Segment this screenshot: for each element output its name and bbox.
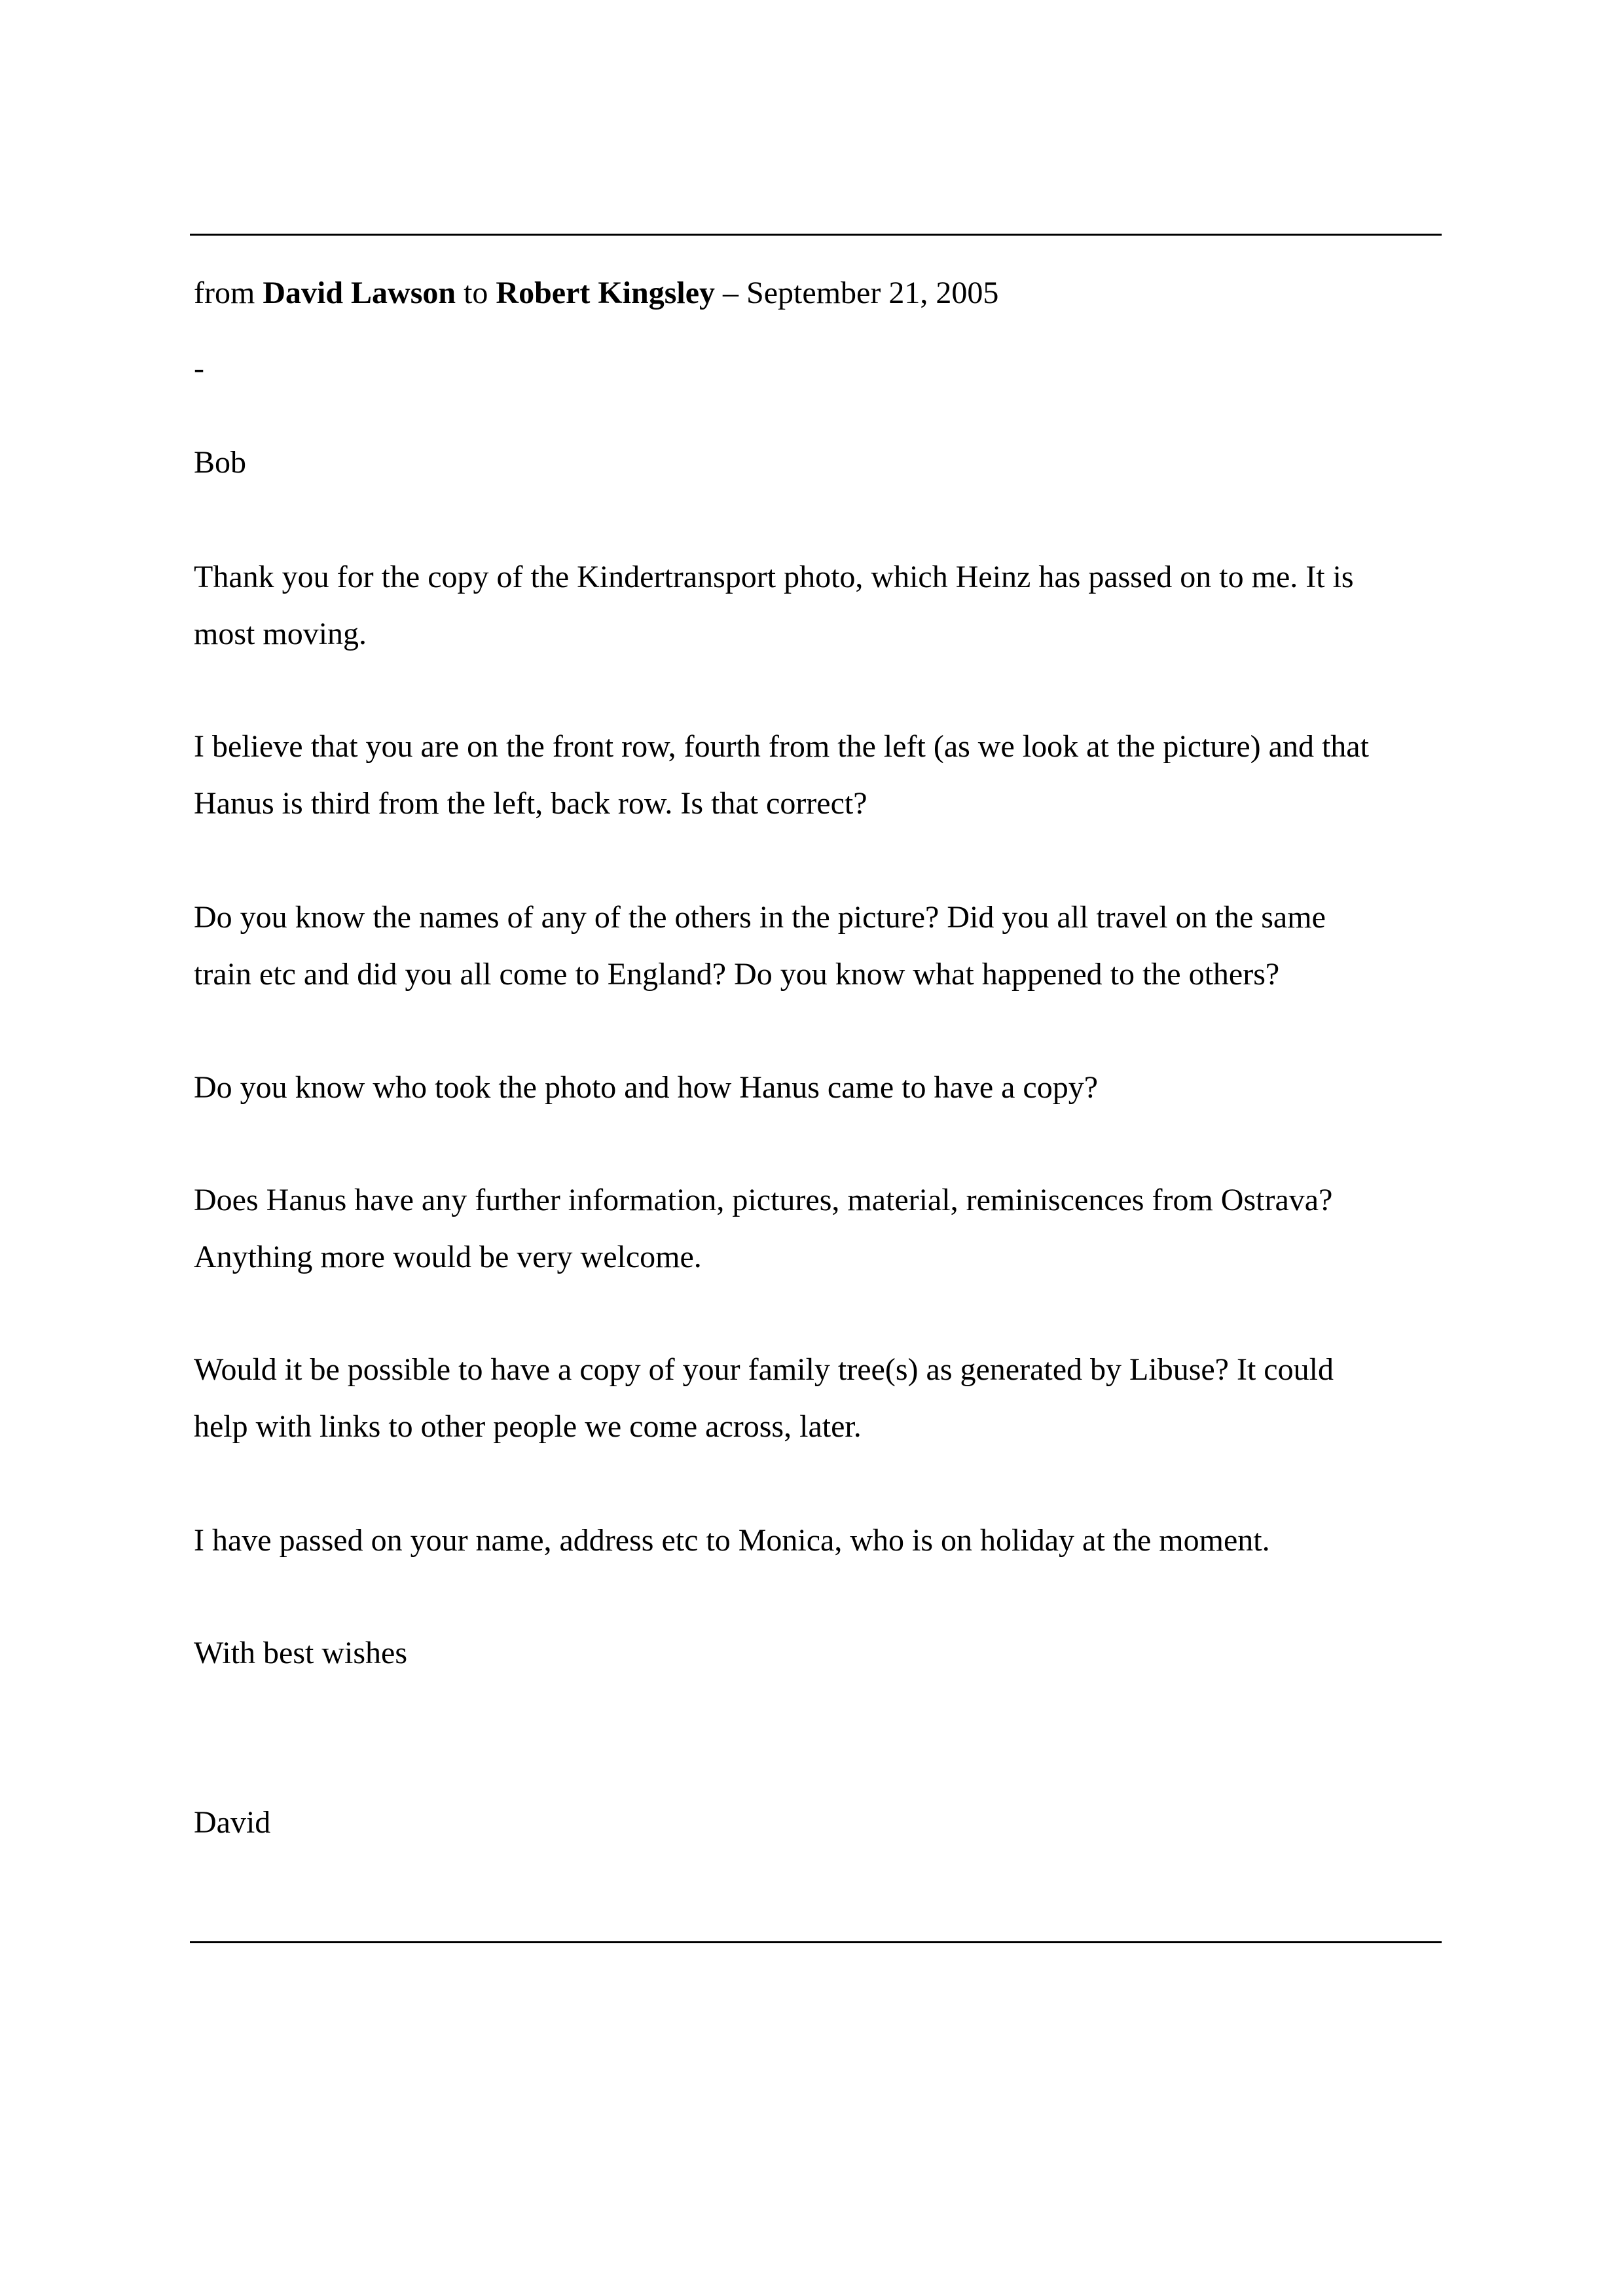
dash-separator: - bbox=[194, 351, 204, 386]
body-line: Thank you for the copy of the Kindertransport photo, which Heinz has passed on to me. It is bbox=[194, 560, 1354, 594]
body-line: I have passed on your name, address etc to Monica, who is on holiday at the moment. bbox=[194, 1523, 1270, 1558]
body-line: Would it be possible to have a copy of your family tree(s) as generated by Libuse? It could bbox=[194, 1352, 1334, 1387]
sender-name: David Lawson bbox=[263, 276, 456, 310]
signature: David bbox=[194, 1805, 271, 1840]
body-line: most moving. bbox=[194, 617, 367, 651]
body-line: Do you know who took the photo and how Hanus came to have a copy? bbox=[194, 1070, 1099, 1105]
body-line: Do you know the names of any of the others in the picture? Did you all travel on the same bbox=[194, 900, 1326, 935]
body-line: train etc and did you all come to England? Do you know what happened to the others? bbox=[194, 957, 1280, 992]
body-line: Does Hanus have any further information, pictures, material, reminiscences from Ostrava? bbox=[194, 1183, 1333, 1217]
from-word: from bbox=[194, 276, 255, 310]
recipient-name: Robert Kingsley bbox=[496, 276, 716, 310]
letter-header bbox=[194, 274, 998, 313]
body-line: Anything more would be very welcome. bbox=[194, 1240, 702, 1274]
to-word: to bbox=[464, 276, 488, 310]
body-line: Hanus is third from the left, back row. Is that correct? bbox=[194, 786, 867, 821]
salutation: Bob bbox=[194, 445, 247, 480]
closing: With best wishes bbox=[194, 1636, 408, 1670]
top-rule bbox=[190, 234, 1442, 236]
letter-date: – September 21, 2005 bbox=[723, 276, 999, 310]
body-line: help with links to other people we come across, later. bbox=[194, 1409, 862, 1444]
bottom-rule bbox=[190, 1941, 1442, 1943]
body-line: I believe that you are on the front row, fourth from the left (as we look at the picture) and that bbox=[194, 729, 1369, 764]
